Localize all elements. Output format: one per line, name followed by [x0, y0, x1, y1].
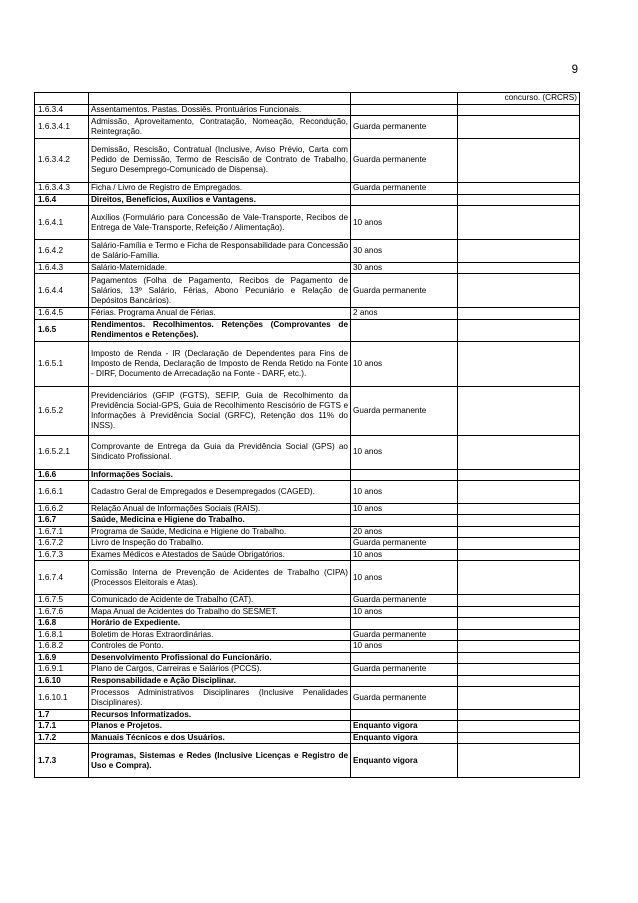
table-row [35, 606, 580, 618]
table-cell-retention: 10 anos [351, 481, 458, 504]
table-cell-notes [458, 319, 580, 342]
table-cell-code: 1.6.4.1 [35, 206, 89, 240]
table-cell-code [35, 93, 89, 105]
table-cell-retention: Guarda permanente [351, 116, 458, 139]
table-cell-notes [458, 240, 580, 263]
table-cell-description: Programas, Sistemas e Redes (Inclusive Licenças e Registro de Uso e Compra). [89, 744, 351, 778]
table-cell-retention: Guarda permanente [351, 629, 458, 641]
table-cell-description: Controles de Ponto. [89, 641, 351, 653]
table-cell-retention [351, 93, 458, 105]
table-cell-code: 1.6.7.4 [35, 561, 89, 595]
table-cell-retention [351, 652, 458, 664]
table-row [35, 469, 580, 481]
table-cell-code: 1.6.8 [35, 618, 89, 630]
retention-table [34, 92, 580, 778]
table-row [35, 194, 580, 206]
table-cell-description [89, 93, 351, 105]
table-cell-notes [458, 629, 580, 641]
table-cell-retention: Guarda permanente [351, 386, 458, 435]
table-cell-notes [458, 469, 580, 481]
table-row [35, 709, 580, 721]
table-cell-code: 1.7.2 [35, 732, 89, 744]
table-row [35, 240, 580, 263]
table-row [35, 435, 580, 469]
table-cell-notes [458, 104, 580, 116]
table-cell-code: 1.6.4.3 [35, 262, 89, 274]
table-row [35, 138, 580, 183]
table-cell-description: Rendimentos. Recolhimentos. Retenções (Comprovantes de Rendimentos e Retenções). [89, 319, 351, 342]
table-cell-notes [458, 526, 580, 538]
table-cell-notes [458, 206, 580, 240]
table-cell-description: Relação Anual de Informações Sociais (RAIS). [89, 503, 351, 515]
table-row [35, 629, 580, 641]
table-cell-retention: 10 anos [351, 549, 458, 561]
table-cell-retention [351, 319, 458, 342]
table-cell-code: 1.6.6.2 [35, 503, 89, 515]
table-row [35, 104, 580, 116]
page-number: 9 [571, 64, 578, 76]
table-cell-retention: 10 anos [351, 435, 458, 469]
table-cell-code: 1.7.3 [35, 744, 89, 778]
table-cell-notes [458, 561, 580, 595]
table-row [35, 481, 580, 504]
table-cell-retention: 10 anos [351, 206, 458, 240]
table-cell-notes [458, 342, 580, 387]
table-cell-notes: concurso. (CRCRS) [458, 93, 580, 105]
table-cell-notes [458, 664, 580, 676]
table-cell-notes [458, 652, 580, 664]
table-cell-code: 1.6.7.6 [35, 606, 89, 618]
table-cell-code: 1.6.3.4 [35, 104, 89, 116]
table-cell-description: Manuais Técnicos e dos Usuários. [89, 732, 351, 744]
table-cell-notes [458, 606, 580, 618]
table-cell-description: Auxílios (Formulário para Concessão de Vale-Transporte, Recibos de Entrega de Vale-Transporte, Refeição / Alimentação). [89, 206, 351, 240]
table-cell-code: 1.6.4.5 [35, 308, 89, 320]
table-cell-notes [458, 709, 580, 721]
table-cell-code: 1.6.8.2 [35, 641, 89, 653]
table-cell-notes [458, 308, 580, 320]
table-cell-description: Assentamentos. Pastas. Dossiês. Prontuários Funcionais. [89, 104, 351, 116]
table-cell-code: 1.6.3.4.1 [35, 116, 89, 139]
table-cell-code: 1.7 [35, 709, 89, 721]
table-cell-code: 1.6.5.1 [35, 342, 89, 387]
table-cell-description: Imposto de Renda - IR (Declaração de Dependentes para Fins de Imposto de Renda, Declaração de Imposto de Renda Retido na Fonte - DIRF, Documento de Arrecadação na Fonte - DARF, etc.). [89, 342, 351, 387]
table-row [35, 308, 580, 320]
table-cell-description: Planos e Projetos. [89, 721, 351, 733]
table-cell-notes [458, 618, 580, 630]
table-cell-description: Férias. Programa Anual de Férias. [89, 308, 351, 320]
table-cell-notes [458, 595, 580, 607]
table-cell-description: Saúde, Medicina e Higiene do Trabalho. [89, 515, 351, 527]
table-cell-retention: Guarda permanente [351, 595, 458, 607]
table-row [35, 386, 580, 435]
table-cell-code: 1.6.4.2 [35, 240, 89, 263]
table-cell-notes [458, 687, 580, 710]
table-cell-code: 1.6.5.2 [35, 386, 89, 435]
table-cell-notes [458, 732, 580, 744]
table-row [35, 515, 580, 527]
table-cell-retention: Guarda permanente [351, 274, 458, 308]
table-cell-retention: 10 anos [351, 641, 458, 653]
table-cell-description: Comprovante de Entrega da Guia da Previdência Social (GPS) ao Sindicato Profissional. [89, 435, 351, 469]
table-cell-description: Ficha / Livro de Registro de Empregados. [89, 183, 351, 195]
table-cell-retention: Enquanto vigora [351, 721, 458, 733]
table-row [35, 538, 580, 550]
table-cell-code: 1.6.6 [35, 469, 89, 481]
table-cell-description: Horário de Expediente. [89, 618, 351, 630]
table-cell-retention: 10 anos [351, 561, 458, 595]
table-cell-code: 1.6.4 [35, 194, 89, 206]
table-cell-description: Salário-Maternidade. [89, 262, 351, 274]
table-cell-notes [458, 274, 580, 308]
table-row [35, 526, 580, 538]
table-row [35, 618, 580, 630]
table-cell-code: 1.6.3.4.2 [35, 138, 89, 183]
table-row [35, 641, 580, 653]
table-row [35, 116, 580, 139]
table-cell-description: Comissão Interna de Prevenção de Acidentes de Trabalho (CIPA) (Processos Eleitorais e Atas). [89, 561, 351, 595]
table-cell-retention: Guarda permanente [351, 687, 458, 710]
table-cell-retention: 10 anos [351, 503, 458, 515]
table-cell-description: Pagamentos (Folha de Pagamento, Recibos de Pagamento de Salários, 13º Salário, Férias, Abono Pecuniário e Relação de Depósitos Bancários). [89, 274, 351, 308]
table-row [35, 721, 580, 733]
table-row [35, 342, 580, 387]
table-cell-notes [458, 194, 580, 206]
table-cell-code: 1.6.8.1 [35, 629, 89, 641]
table-cell-notes [458, 538, 580, 550]
table-cell-retention [351, 709, 458, 721]
table-cell-code: 1.6.3.4.3 [35, 183, 89, 195]
table-cell-notes [458, 641, 580, 653]
table-row [35, 549, 580, 561]
table-cell-notes [458, 183, 580, 195]
table-cell-notes [458, 435, 580, 469]
table-row [35, 664, 580, 676]
table-cell-description: Responsabilidade e Ação Disciplinar. [89, 675, 351, 687]
table-row [35, 262, 580, 274]
table-cell-description: Exames Médicos e Atestados de Saúde Obrigatórios. [89, 549, 351, 561]
table-cell-notes [458, 481, 580, 504]
table-cell-description: Boletim de Horas Extraordinárias. [89, 629, 351, 641]
table-row [35, 93, 580, 105]
table-cell-code: 1.7.1 [35, 721, 89, 733]
table-row [35, 687, 580, 710]
table-cell-retention: 10 anos [351, 342, 458, 387]
table-row [35, 652, 580, 664]
table-cell-notes [458, 744, 580, 778]
table-cell-retention: 10 anos [351, 606, 458, 618]
table-cell-code: 1.6.5 [35, 319, 89, 342]
table-cell-notes [458, 515, 580, 527]
table-cell-retention: 2 anos [351, 308, 458, 320]
table-cell-code: 1.6.6.1 [35, 481, 89, 504]
table-cell-notes [458, 721, 580, 733]
table-cell-retention [351, 675, 458, 687]
table-cell-code: 1.6.7.2 [35, 538, 89, 550]
table-cell-description: Direitos, Benefícios, Auxílios e Vantagens. [89, 194, 351, 206]
table-cell-retention [351, 104, 458, 116]
table-cell-retention: Guarda permanente [351, 664, 458, 676]
table-cell-notes [458, 675, 580, 687]
table-cell-code: 1.6.7.3 [35, 549, 89, 561]
table-cell-description: Recursos Informatizados. [89, 709, 351, 721]
table-cell-description: Informações Sociais. [89, 469, 351, 481]
table-cell-retention: Guarda permanente [351, 538, 458, 550]
table-cell-retention [351, 469, 458, 481]
table-cell-retention: Guarda permanente [351, 138, 458, 183]
table-cell-code: 1.6.9 [35, 652, 89, 664]
table-row [35, 183, 580, 195]
table-cell-description: Comunicado de Acidente de Trabalho (CAT). [89, 595, 351, 607]
table-cell-description: Previdenciários (GFIP (FGTS), SEFIP, Guia de Recolhimento da Previdência Social-GPS, Guia de Recolhimento Rescisório de FGTS e Informações à Previdência Social (GRFC), Retenção dos 11% do INSS). [89, 386, 351, 435]
table-cell-retention: Enquanto vigora [351, 744, 458, 778]
table-cell-notes [458, 549, 580, 561]
table-cell-retention [351, 194, 458, 206]
table-row [35, 206, 580, 240]
table-cell-notes [458, 138, 580, 183]
table-cell-code: 1.6.5.2.1 [35, 435, 89, 469]
table-cell-code: 1.6.4.4 [35, 274, 89, 308]
table-cell-code: 1.6.10.1 [35, 687, 89, 710]
table-cell-description: Livro de Inspeção do Trabalho. [89, 538, 351, 550]
table-cell-description: Admissão, Aproveitamento, Contratação, Nomeação, Recondução, Reintegração. [89, 116, 351, 139]
table-row [35, 732, 580, 744]
table-row [35, 675, 580, 687]
table-row [35, 595, 580, 607]
table-row [35, 561, 580, 595]
table-cell-description: Processos Administrativos Disciplinares (Inclusive Penalidades Disciplinares). [89, 687, 351, 710]
table-cell-code: 1.6.7 [35, 515, 89, 527]
table-cell-code: 1.6.7.1 [35, 526, 89, 538]
table-row [35, 319, 580, 342]
table-cell-retention: Enquanto vigora [351, 732, 458, 744]
table-cell-notes [458, 262, 580, 274]
table-cell-notes [458, 116, 580, 139]
table-cell-description: Cadastro Geral de Empregados e Desempregados (CAGED). [89, 481, 351, 504]
table-cell-description: Demissão, Rescisão, Contratual (Inclusive, Aviso Prévio, Carta com Pedido de Demissão, Termo de Rescisão de Contrato de Trabalho, Seguro Desemprego-Comunicado de Dispensa). [89, 138, 351, 183]
table-cell-description: Programa de Saúde, Medicina e Higiene do Trabalho. [89, 526, 351, 538]
table-cell-description: Desenvolvimento Profissional do Funcionário. [89, 652, 351, 664]
table-cell-description: Mapa Anual de Acidentes do Trabalho do SESMET. [89, 606, 351, 618]
table-cell-code: 1.6.9.1 [35, 664, 89, 676]
table-cell-retention [351, 515, 458, 527]
table-cell-notes [458, 503, 580, 515]
table-cell-description: Salário-Família e Termo e Ficha de Responsabilidade para Concessão de Salário-Família. [89, 240, 351, 263]
table-cell-description: Plano de Cargos, Carreiras e Salários (PCCS). [89, 664, 351, 676]
table-row [35, 744, 580, 778]
retention-table-body [35, 93, 580, 778]
table-cell-retention: 30 anos [351, 240, 458, 263]
table-row [35, 503, 580, 515]
table-cell-retention: 20 anos [351, 526, 458, 538]
table-cell-code: 1.6.7.5 [35, 595, 89, 607]
table-row [35, 274, 580, 308]
table-cell-retention: Guarda permanente [351, 183, 458, 195]
table-cell-retention: 30 anos [351, 262, 458, 274]
table-cell-retention [351, 618, 458, 630]
table-cell-code: 1.6.10 [35, 675, 89, 687]
table-cell-notes [458, 386, 580, 435]
